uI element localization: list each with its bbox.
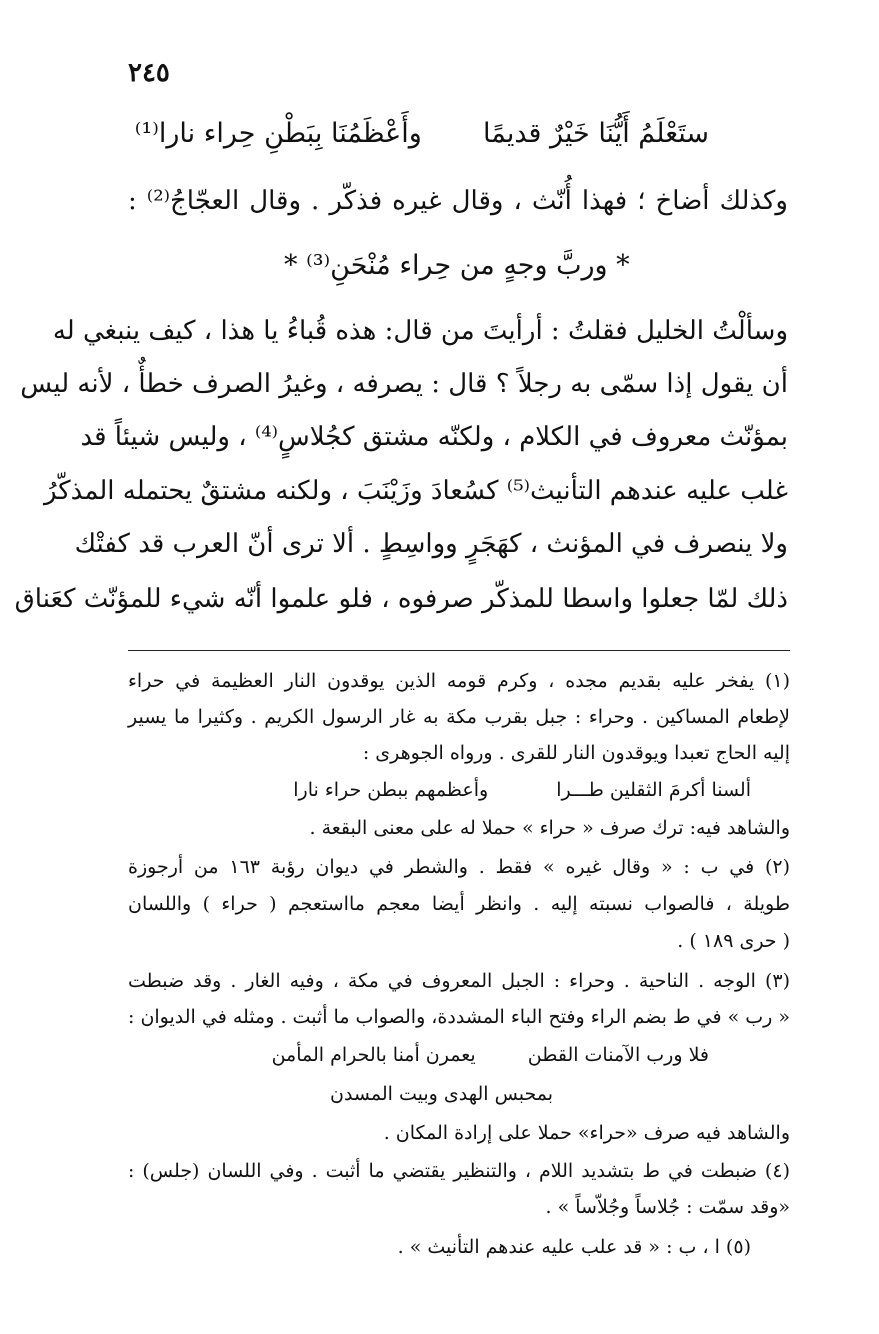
body-line-1: وكذلك أضاخ ؛ فهذا أُنّث ، وقال غيره فذكّر . وقال العجّاجُ⁽²⁾ :	[128, 186, 788, 216]
footnote-2-line-2: طويلة ، فالصواب نسبته إليه . وانظر أيضا معجم مااستعجم ( حراء ) واللسان	[128, 893, 790, 915]
footnote-3-end: والشاهد فيه صرف «حراء» حملا على إرادة المكان .	[383, 1122, 790, 1144]
footnote-1-verse-second: وأعظمهم ببطن حراء نارا	[293, 779, 489, 801]
footnote-5: (٥) ا ، ب : « قد علب عليه عندهم التأنيث » .	[397, 1236, 751, 1258]
footnote-3-verse-first: فلا ورب الآمنات القطن	[527, 1044, 709, 1066]
footnote-1-verse-first: ألسنا أكرمَ الثقلين طـــرا	[556, 779, 751, 801]
page-number: ٢٤٥	[128, 58, 170, 88]
footnote-4-line-1: (٤) ضبطت في ط بتشديد اللام ، والتنظير يقتضي ما أثبت . وفي اللسان (جلس) :	[128, 1160, 790, 1182]
footnote-1-verse	[293, 779, 751, 801]
footnote-1-line-2: لإطعام المساكين . وحراء : جبل بقرب مكة به غار الرسول الكريم . وكثيرا ما يسير	[128, 706, 790, 728]
footnote-3-line-1: (٣) الوجه . الناحية . وحراء : الجبل المعروف في مكة ، وفيه الغار . وقد ضبطت	[128, 970, 790, 992]
verse-1-first-hemistich: ستَعْلَمُ أَيُّنَا خَيْرٌ قديمًا	[482, 118, 709, 149]
paragraph-line-6: ذلك لمّا جعلوا واسطا للمذكّر صرفوه ، فلو علموا أنّه شيء للمؤنّث كعَناق	[14, 584, 788, 614]
paragraph-line-5: ولا ينصرف في المؤنث ، كهَجَرٍ وواسِطٍ . ألا ترى أنّ العرب قد كفتْك	[74, 529, 788, 559]
footnote-3-line-2: « رب » في ط بضم الراء وفتح الباء المشددة، والصواب ما أثبت . ومثله في الديوان :	[128, 1006, 790, 1028]
footnote-3-verse-second: يعمرن أمنا بالحرام المأمن	[271, 1044, 476, 1066]
verse-2: * وربَّ وجهٍ من حِراء مُنْحَنِ⁽³⁾ *	[284, 250, 630, 281]
footnote-2-line-1: (٢) في ب : « وقال غيره » فقط . والشطر في ديوان رؤبة ١٦٣ من أرجوزة	[128, 856, 790, 878]
paragraph-line-2: أن يقول إذا سمّى به رجلاً ؟ قال : يصرفه ، وغيرُ الصرف خطأٌ ، لأنه ليس	[20, 369, 788, 399]
footnote-3-verse	[272, 1044, 709, 1066]
verse-1-second-hemistich: وأَعْظَمُنَا بِبَطْنِ حِراء نارا⁽¹⁾	[134, 118, 422, 149]
footnote-1-line-1: (١) يفخر عليه بقديم مجده ، وكرم قومه الذين يوقدون النار العظيمة في حراء	[128, 670, 790, 692]
footnote-3-verse-2: بمحبس الهدى وبيت المسدن	[330, 1083, 554, 1105]
verse-1	[135, 118, 709, 149]
paragraph-line-1: وسألْتُ الخليل فقلتُ : أرأيتَ من قال: هذه قُباءُ يا هذا ، كيف ينبغي له	[52, 316, 788, 346]
footnote-1-end: والشاهد فيه: ترك صرف « حراء » حملا له على معنى البقعة .	[309, 817, 790, 839]
footnote-4-end: «وقد سمّت : جُلاساً وجُلاّساً » .	[545, 1196, 790, 1218]
footnote-2-end: ( حرى ١٨٩ ) .	[677, 930, 790, 952]
paragraph-line-3: بمؤنّث معروف في الكلام ، ولكنّه مشتق كجُلاسٍ⁽⁴⁾ ، وليس شيئاً قد	[80, 422, 788, 452]
footnote-separator	[128, 650, 790, 651]
paragraph-line-4: غلب عليه عندهم التأنيث⁽⁵⁾ كسُعادَ وزَيْنَبَ ، ولكنه مشتقٌ يحتمله المذكّرُ	[43, 476, 788, 506]
footnote-1-line-3: إليه الحاج تعبدا ويوقدون النار للقرى . ورواه الجوهرى :	[362, 742, 790, 764]
